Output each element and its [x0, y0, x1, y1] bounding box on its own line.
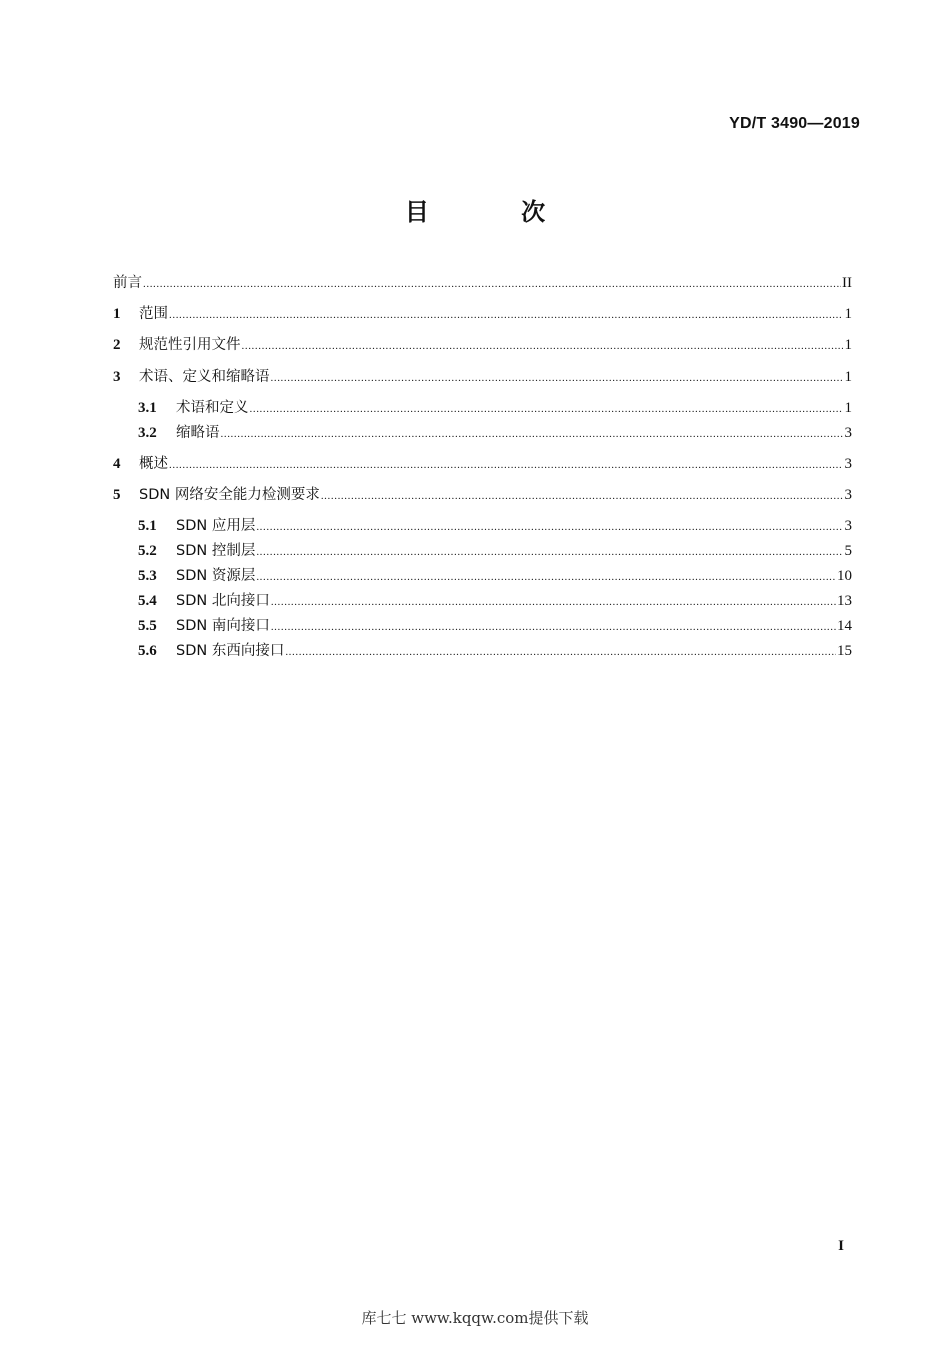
toc-entry[interactable]: [113, 366, 852, 388]
toc-entry-number: 5.1: [138, 518, 157, 534]
page-number: I: [838, 1238, 844, 1254]
toc-entry[interactable]: [138, 590, 852, 612]
dot-leader: [271, 616, 836, 638]
toc-entry-number: 5: [113, 487, 121, 503]
dot-leader: [271, 591, 836, 613]
toc-entry-label: SDN 控制层: [176, 543, 256, 559]
toc-entry-page: 3: [844, 425, 852, 441]
toc-entry-page: 14: [837, 618, 852, 634]
toc-entry-number: 1: [113, 306, 121, 322]
dot-leader: [169, 304, 843, 326]
toc-entry-label: 范围: [139, 306, 168, 322]
toc-entry-page: 1: [844, 337, 852, 353]
toc-entry-page: 13: [837, 593, 852, 609]
toc-entry[interactable]: [113, 303, 852, 325]
toc-entry[interactable]: [138, 397, 852, 419]
dot-leader: [271, 367, 844, 389]
toc-entry-number: 5.4: [138, 593, 157, 609]
toc-entry[interactable]: [113, 334, 852, 356]
toc-entry-page: 3: [844, 456, 852, 472]
toc-entry-page: 1: [844, 400, 852, 416]
standard-code: YD/T 3490—2019: [729, 115, 860, 132]
toc-entry-page: 5: [844, 543, 852, 559]
toc-entry-number: 5.3: [138, 568, 157, 584]
toc-entry-label: 前言: [113, 275, 142, 291]
dot-leader: [321, 485, 843, 507]
dot-leader: [256, 516, 843, 538]
toc-entry[interactable]: [138, 515, 852, 537]
dot-leader: [256, 566, 836, 588]
dot-leader: [250, 398, 844, 420]
toc-entry-number: 3.1: [138, 400, 157, 416]
toc-entry[interactable]: [138, 540, 852, 562]
toc-entry-page: II: [842, 275, 852, 291]
toc-entry-label: SDN 南向接口: [176, 618, 270, 634]
toc-entry-number: 4: [113, 456, 121, 472]
dot-leader: [169, 454, 843, 476]
toc-entry-number: 3.2: [138, 425, 157, 441]
dot-leader: [285, 641, 836, 663]
toc-entry-label: SDN 应用层: [176, 518, 256, 534]
toc-entry-page: 1: [844, 369, 852, 385]
toc-entry-label: 概述: [139, 456, 168, 472]
toc-entry-number: 5.2: [138, 543, 157, 559]
toc-entry[interactable]: [113, 484, 852, 506]
toc-entry[interactable]: [138, 422, 852, 444]
toc-entry[interactable]: [113, 453, 852, 475]
toc-entry-number: 5.6: [138, 643, 157, 659]
toc-entry-label: 术语、定义和缩略语: [139, 369, 270, 385]
toc-entry-page: 1: [844, 306, 852, 322]
toc-entry-label: 规范性引用文件: [139, 337, 241, 353]
toc-entry[interactable]: [113, 272, 852, 294]
toc-entry-page: 3: [844, 487, 852, 503]
toc-entry-label: 缩略语: [176, 425, 220, 441]
dot-leader: [221, 423, 844, 445]
dot-leader: [256, 541, 843, 563]
toc-entry[interactable]: [138, 615, 852, 637]
toc-entry-page: 15: [837, 643, 852, 659]
toc-entry-page: 10: [837, 568, 852, 584]
page-title: 目 次: [404, 198, 588, 226]
toc-entry-number: 5.5: [138, 618, 157, 634]
download-footer: 库七七 www.kqqw.com提供下载: [361, 1309, 589, 1327]
toc-entry[interactable]: [138, 565, 852, 587]
toc-entry-number: 3: [113, 369, 121, 385]
toc-entry-page: 3: [844, 518, 852, 534]
toc-entry[interactable]: [138, 640, 852, 662]
toc-entry-label: 术语和定义: [176, 400, 249, 416]
toc-entry-number: 2: [113, 337, 121, 353]
dot-leader: [143, 273, 841, 295]
toc-entry-label: SDN 北向接口: [176, 593, 270, 609]
toc-entry-label: SDN 资源层: [176, 568, 256, 584]
toc-entry-label: SDN 东西向接口: [176, 643, 285, 659]
toc-entry-label: SDN 网络安全能力检测要求: [139, 487, 320, 503]
dot-leader: [242, 335, 844, 357]
